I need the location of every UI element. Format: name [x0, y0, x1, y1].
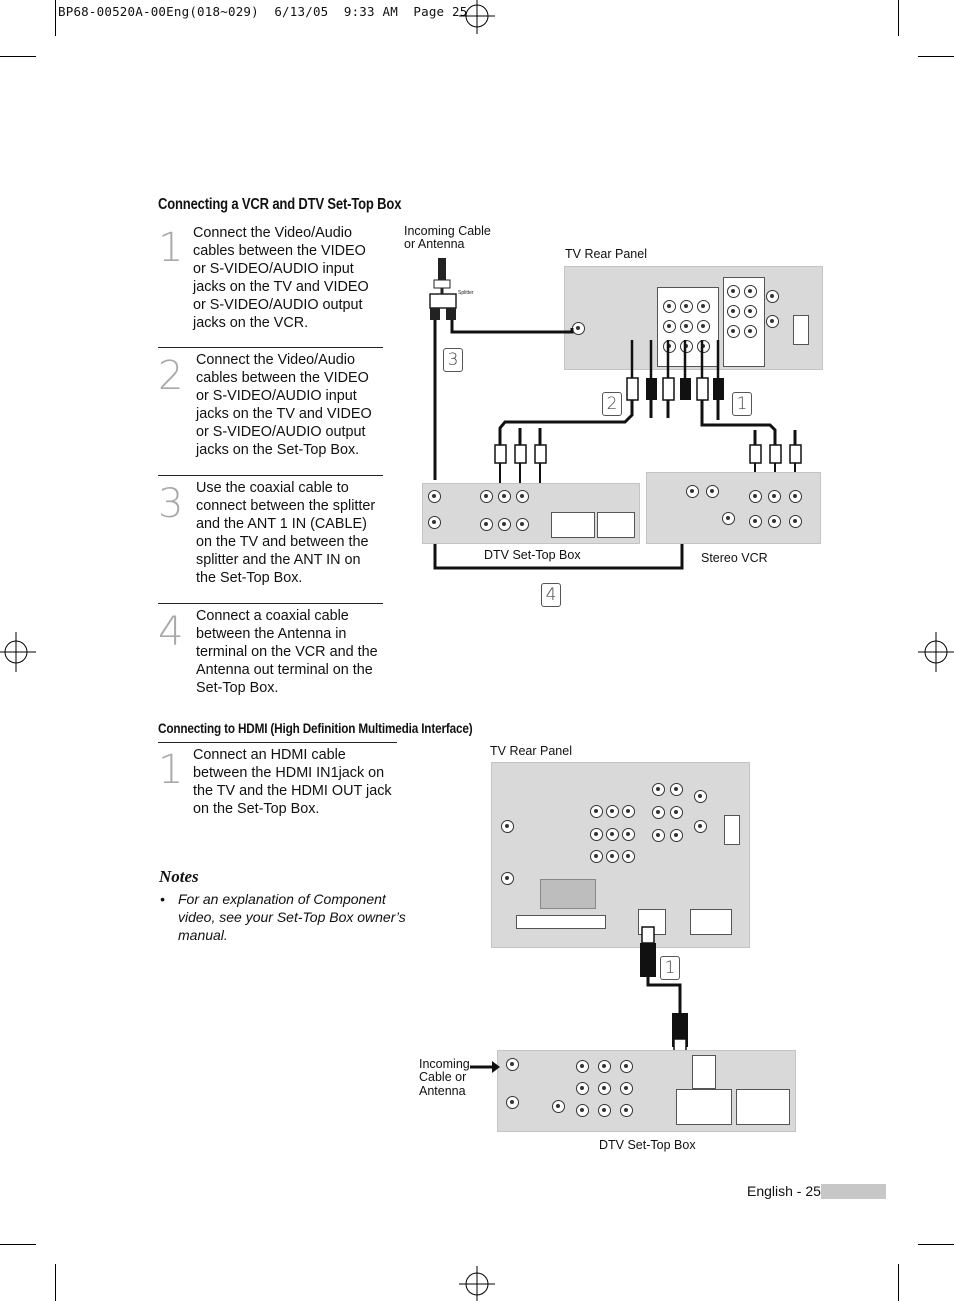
tv-jack [606, 805, 619, 818]
dtv-jack [576, 1082, 589, 1095]
step-divider [158, 742, 397, 743]
tv-jack [622, 850, 635, 863]
ant-in-jack [501, 872, 514, 885]
dtv-jack [552, 1100, 565, 1113]
incoming-label: Cable or [419, 1070, 467, 1084]
dtv-jack [598, 1060, 611, 1073]
dtv-jack [480, 518, 493, 531]
footer-bar [821, 1184, 886, 1199]
stereo-vcr [646, 472, 821, 544]
dtv-out-group [736, 1089, 790, 1125]
step-number: 1 [158, 225, 184, 271]
section-title-vcr-dtv: Connecting a VCR and DTV Set-Top Box [158, 196, 402, 213]
registration-mark [914, 630, 954, 674]
dtv-box-label: DTV Set-Top Box [484, 548, 581, 562]
stereo-vcr-label: Stereo VCR [701, 551, 768, 565]
vcr-svideo-jack [722, 512, 735, 525]
vcr-jack [768, 515, 781, 528]
tv-jack [694, 790, 707, 803]
tv-jack [622, 805, 635, 818]
crop-mark [0, 56, 36, 57]
section-title-hdmi: Connecting to HDMI (High Definition Multimedia Interface) [158, 720, 473, 736]
step-divider [158, 603, 383, 604]
ant-in-jack [501, 820, 514, 833]
tv-jack [590, 828, 603, 841]
callout-1: 1 [732, 392, 752, 416]
tv-rear-panel-label: TV Rear Panel [565, 247, 647, 261]
step-divider [158, 347, 383, 348]
tv-jack [652, 783, 665, 796]
step-text: Connect the Video/Audio cables between the VIDEO or S-VIDEO/AUDIO input jacks on the TV and VIDEO or S-VIDEO/AUDIO output jacks on the VCR. [193, 225, 369, 331]
dtv-out-group [597, 512, 635, 538]
dtv-jack [576, 1104, 589, 1117]
dtv-jack [516, 490, 529, 503]
step-number: 1 [158, 747, 184, 793]
dtv-ant-jack [506, 1096, 519, 1109]
dtv-box-label: DTV Set-Top Box [599, 1138, 696, 1152]
tv-jack [670, 806, 683, 819]
callout-2: 2 [602, 392, 622, 416]
dvi-port-group [551, 512, 595, 538]
page-number: English - 25 [747, 1183, 821, 1199]
notes-heading: Notes [159, 867, 199, 886]
incoming-cable-label: Incoming Cable [404, 224, 491, 238]
registration-mark [0, 630, 40, 674]
crop-mark [918, 1244, 954, 1245]
incoming-label: Antenna [419, 1084, 466, 1098]
rs232-port [724, 815, 740, 845]
antenna-arrow-icon [470, 1060, 500, 1074]
callout-3: 3 [443, 348, 463, 372]
callout-4: 4 [541, 583, 561, 607]
dtv-jack [620, 1060, 633, 1073]
tv-jack [590, 850, 603, 863]
dtv-jack [498, 518, 511, 531]
vcr-jack [686, 485, 699, 498]
hdmi-cable [630, 925, 700, 1055]
tv-jack [652, 806, 665, 819]
vcr-jack [749, 490, 762, 503]
dtv-ant-jack [506, 1058, 519, 1071]
tv-jack [606, 828, 619, 841]
dtv-settop-box-hdmi [497, 1050, 796, 1132]
print-slug: BP68-00520A-00Eng(018~029) 6/13/05 9:33 AM Page 25 [58, 4, 468, 19]
vcr-jack [749, 515, 762, 528]
tv-jack [590, 805, 603, 818]
fan-vent [540, 879, 596, 909]
crop-mark [55, 1264, 56, 1301]
tv-jack [694, 820, 707, 833]
dtv-jack [620, 1082, 633, 1095]
dtv-settop-box [422, 483, 640, 544]
crop-mark [0, 1244, 36, 1245]
vcr-jack [706, 485, 719, 498]
splitter-label: Splitter [458, 290, 474, 296]
tv-rear-panel-hdmi [491, 762, 750, 948]
dvi-group [676, 1089, 732, 1125]
crop-mark [55, 0, 56, 36]
tv-jack [652, 829, 665, 842]
dtv-jack [516, 518, 529, 531]
vcr-jack [768, 490, 781, 503]
step-text: Connect a coaxial cable between the Antenna in terminal on the VCR and the Antenna out terminal on the Set-Top Box. [196, 608, 378, 696]
step-number: 4 [158, 609, 184, 655]
incoming-cable-label: or Antenna [404, 237, 465, 251]
dtv-jack [428, 490, 441, 503]
step-number: 3 [158, 481, 184, 527]
note-bullet: • [160, 891, 165, 907]
step-divider [158, 475, 383, 476]
dtv-jack [498, 490, 511, 503]
step-text: Connect an HDMI cable between the HDMI IN1jack on the TV and the HDMI OUT jack on the Set-Top Box. [193, 747, 392, 817]
dtv-jack [598, 1104, 611, 1117]
tv-jack [670, 829, 683, 842]
crop-mark [898, 1264, 899, 1301]
step-number: 2 [158, 353, 184, 399]
cablecard-slot [516, 915, 606, 929]
vcr-jack [789, 515, 802, 528]
tv-jack [670, 783, 683, 796]
step-text: Connect the Video/Audio cables between the VIDEO or S-VIDEO/AUDIO input jacks on the TV and VIDEO or S-VIDEO/AUDIO output jacks on the Set-Top Box. [196, 352, 372, 458]
registration-mark [455, 0, 499, 36]
vcr-jack [789, 490, 802, 503]
note-item: For an explanation of Component video, see your Set-Top Box owner’s manual. [178, 891, 406, 943]
tv-jack [606, 850, 619, 863]
tv-jack [622, 828, 635, 841]
dtv-jack [620, 1104, 633, 1117]
dtv-jack [428, 516, 441, 529]
dtv-jack [576, 1060, 589, 1073]
crop-mark [918, 56, 954, 57]
incoming-label: Incoming [419, 1057, 470, 1071]
dtv-jack [480, 490, 493, 503]
step-text: Use the coaxial cable to connect between the splitter and the ANT 1 IN (CABLE) on the TV and between the splitter and the ANT IN on the Set-Top Box. [196, 480, 376, 586]
tv-rear-panel-label: TV Rear Panel [490, 744, 572, 758]
crop-mark [898, 0, 899, 36]
dtv-jack [598, 1082, 611, 1095]
callout-1: 1 [660, 956, 680, 980]
hdmi-output-group [692, 1055, 716, 1089]
registration-mark [455, 1264, 499, 1301]
